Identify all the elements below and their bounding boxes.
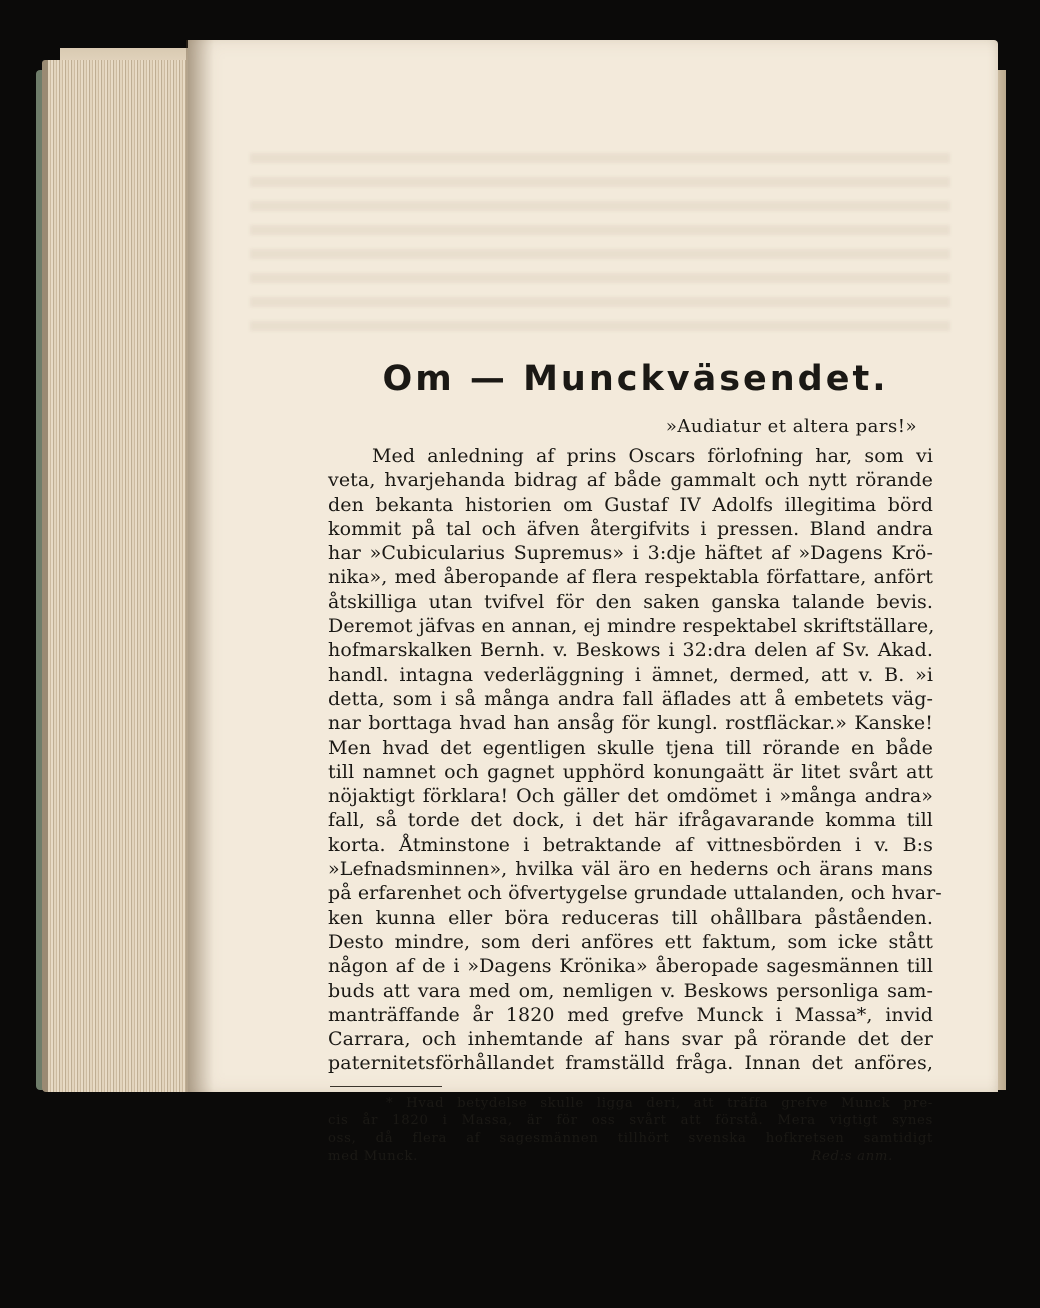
body-line: Carrara, och inhemtande af hans svar på rörande det der: [328, 1028, 933, 1051]
body-line: nar borttaga hvad han ansåg för kungl. rostfläckar.» Kanske!: [328, 712, 933, 735]
footnote-divider: [330, 1086, 442, 1087]
body-line: handl. intagna vederläggning i ämnet, dermed, att v. B. »i: [328, 663, 933, 686]
body-line: detta, som i så många andra fall äflades att å embetets väg-: [328, 687, 933, 710]
body-line: Men hvad det egentligen skulle tjena till rörande en både: [328, 736, 933, 759]
body-line: har »Cubicularius Supremus» i 3:dje häftet af »Dagens Krö-: [328, 542, 933, 565]
body-line: till namnet och gagnet upphörd konungaätt är litet svårt att: [328, 760, 933, 783]
footnote-line: cis år 1820 i Massa, är för oss svårt att förstå. Mera vigtigt synes: [328, 1113, 933, 1129]
show-through-text: [250, 145, 950, 345]
body-line: den bekanta historien om Gustaf IV Adolfs illegitima börd: [328, 493, 933, 516]
epigraph: »Audiatur et altera pars!»: [665, 416, 917, 437]
page-gutter-shadow: [186, 40, 214, 1092]
footnote-last-line: [328, 1148, 933, 1166]
body-line: Med anledning af prins Oscars förlofning har, som vi: [372, 445, 933, 467]
body-line: nika», med åberopande af flera respektabla författare, anfört: [328, 566, 933, 589]
body-line: nöjaktigt förklara! Och gäller det omdömet i »många andra»: [328, 785, 933, 808]
body-line: fall, så torde det dock, i det här ifrågavarande komma till: [328, 809, 933, 832]
footnote-line-end: med Munck.: [328, 1148, 419, 1164]
page-edges-stack: [42, 60, 208, 1092]
body-text: [328, 444, 942, 1076]
body-line: Desto mindre, som deri anföres ett faktum, som icke stått: [328, 930, 933, 953]
body-line: någon af de i »Dagens Krönika» åberopade sagesmännen till: [328, 955, 933, 978]
body-line: på erfarenhet och öfvertygelse grundade uttalanden, och hvar-: [328, 882, 942, 905]
body-line: ken kunna eller böra reduceras till ohållbara påståenden.: [328, 906, 933, 929]
footnote-line: oss, då flera af sagesmännen tillhört svenska hofkretsen samtidigt: [328, 1130, 933, 1146]
body-line: hofmarskalken Bernh. v. Beskows i 32:dra delen af Sv. Akad.: [328, 639, 933, 662]
chapter-title: Om — Munckväsendet.: [382, 359, 889, 399]
body-line: korta. Åtminstone i betraktande af vittnesbörden i v. B:s: [328, 833, 933, 856]
footnote: [328, 1095, 933, 1165]
body-line: buds att vara med om, nemligen v. Beskows personliga sam-: [328, 979, 933, 1002]
body-line: veta, hvarjehanda bidrag af både gammalt och nytt rörande: [328, 469, 933, 492]
body-line: kommit på tal och äfven återgifvits i pressen. Bland andra: [328, 517, 933, 540]
page-text: [328, 350, 942, 1165]
body-line: paternitetsförhållandet framställd fråga. Innan det anföres,: [328, 1052, 933, 1075]
body-line: manträffande år 1820 med grefve Munck i Massa*, invid: [328, 1003, 933, 1026]
footnote-signature: Red:s anm.: [811, 1148, 893, 1164]
footnote-line: * Hvad betydelse skulle ligga deri, att träffa grefve Munck pre-: [386, 1095, 933, 1111]
body-line: åtskilliga utan tvifvel för den saken ganska talande bevis.: [328, 590, 933, 613]
body-line: »Lefnadsminnen», hvilka väl äro en hederns och ärans mans: [328, 858, 933, 881]
body-line: Deremot jäfvas en annan, ej mindre respektabel skriftställare,: [328, 615, 935, 638]
